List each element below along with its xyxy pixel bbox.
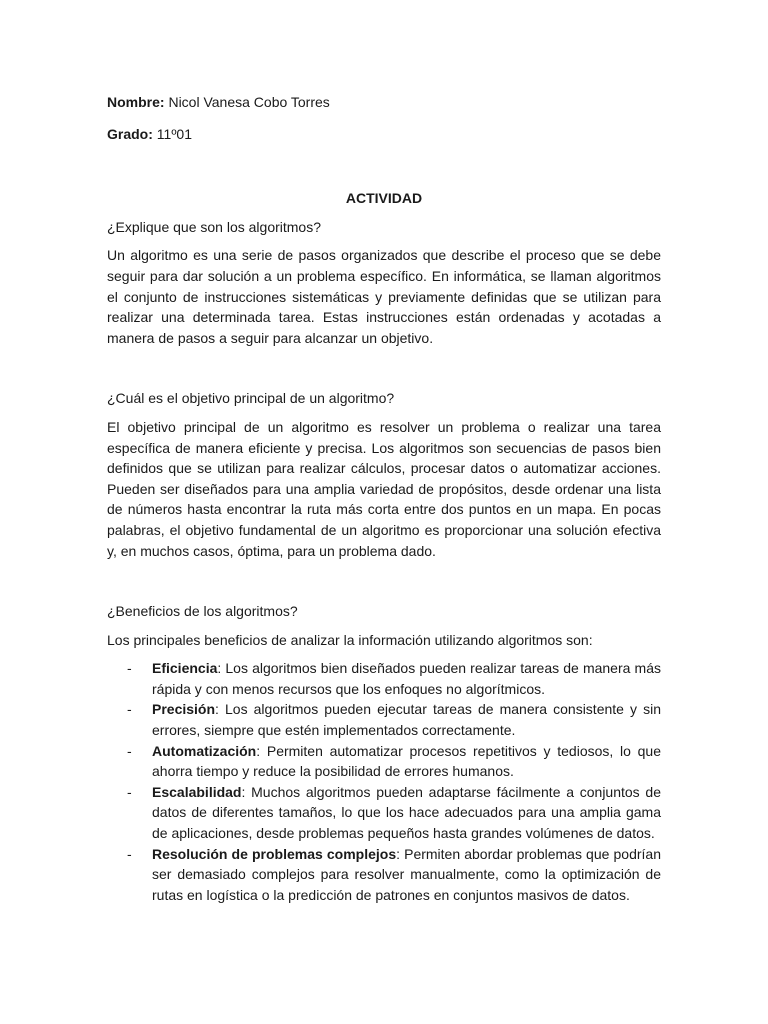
list-item: [107, 741, 661, 782]
list-dash: -: [127, 660, 132, 677]
list-item: [107, 699, 661, 740]
benefit-term: Precisión: [152, 701, 216, 718]
benefits-list: [107, 658, 661, 905]
benefit-term: Escalabilidad: [152, 783, 242, 800]
grade-label: Grado:: [107, 125, 153, 142]
question-1: ¿Explique que son los algoritmos?: [107, 218, 322, 235]
question-3: ¿Beneficios de los algoritmos?: [107, 603, 298, 620]
answer-1: Un algoritmo es una serie de pasos organizados que describe el proceso que se debe seguir para dar solución a un problema específico. En informática, se llaman algoritmos el conjunto de instrucciones sistemáticas y previamente definidas que se utilizan para realizar una determinada tarea. Estas instrucciones están ordenadas y acotadas a manera de pasos a seguir para alcanzar un objetivo.: [107, 247, 661, 346]
name-value: Nicol Vanesa Cobo Torres: [164, 94, 330, 110]
benefit-term: Resolución de problemas complejos: [152, 845, 397, 862]
list-item: [107, 782, 661, 844]
benefit-text: : Los algoritmos pueden ejecutar tareas de manera consistente y sin errores, siempre que estén implementados correctamente.: [152, 701, 661, 739]
list-dash: -: [127, 845, 132, 862]
name-label: Nombre:: [107, 94, 165, 110]
question-2: ¿Cuál es el objetivo principal de un algoritmo?: [107, 390, 395, 407]
list-item: [107, 844, 661, 906]
list-item: [107, 658, 661, 699]
benefit-text: : Permiten automatizar procesos repetitivos y tediosos, lo que ahorra tiempo y reduce la posibilidad de errores humanos.: [152, 742, 661, 780]
benefits-intro: Los principales beneficios de analizar la información utilizando algoritmos son:: [107, 631, 593, 648]
name-field: [107, 92, 661, 113]
grade-value: 11º01: [152, 125, 192, 142]
benefit-term: Automatización: [152, 742, 257, 759]
list-dash: -: [127, 783, 132, 800]
answer-2: El objetivo principal de un algoritmo es resolver un problema o realizar una tarea específica de manera eficiente y precisa. Los algoritmos son secuencias de pasos bien definidos que se utilizan para realizar cálculos, procesar datos o automatizar acciones. Pueden ser diseñados para una amplia variedad de propósitos, desde ordenar una lista de números hasta encontrar la ruta más corta entre dos puntos en un mapa. En pocas palabras, el objetivo fundamental de un algoritmo es proporcionar una solución efectiva y, en muchos casos, óptima, para un problema dado.: [107, 418, 661, 559]
list-dash: -: [127, 742, 132, 759]
spacer: [107, 356, 661, 388]
spacer: [107, 569, 661, 601]
benefit-text: : Muchos algoritmos pueden adaptarse fácilmente a conjuntos de datos de diferentes tamaños, lo que los hace adecuados para una amplia gama de aplicaciones, desde problemas pequeños hasta grandes volúmenes de datos.: [152, 783, 661, 842]
list-dash: -: [127, 701, 132, 718]
benefit-term: Eficiencia: [152, 660, 218, 677]
grade-field: [107, 124, 661, 145]
benefit-text: : Los algoritmos bien diseñados pueden realizar tareas de manera más rápida y con menos recursos que los enfoques no algorítmicos.: [152, 660, 661, 697]
benefit-text: : Permiten abordar problemas que podrían ser demasiado complejos para resolver manualmente, como la optimización de rutas en logística o la predicción de patrones en conjuntos masivos de datos.: [152, 845, 661, 903]
document-title: ACTIVIDAD: [345, 190, 423, 207]
